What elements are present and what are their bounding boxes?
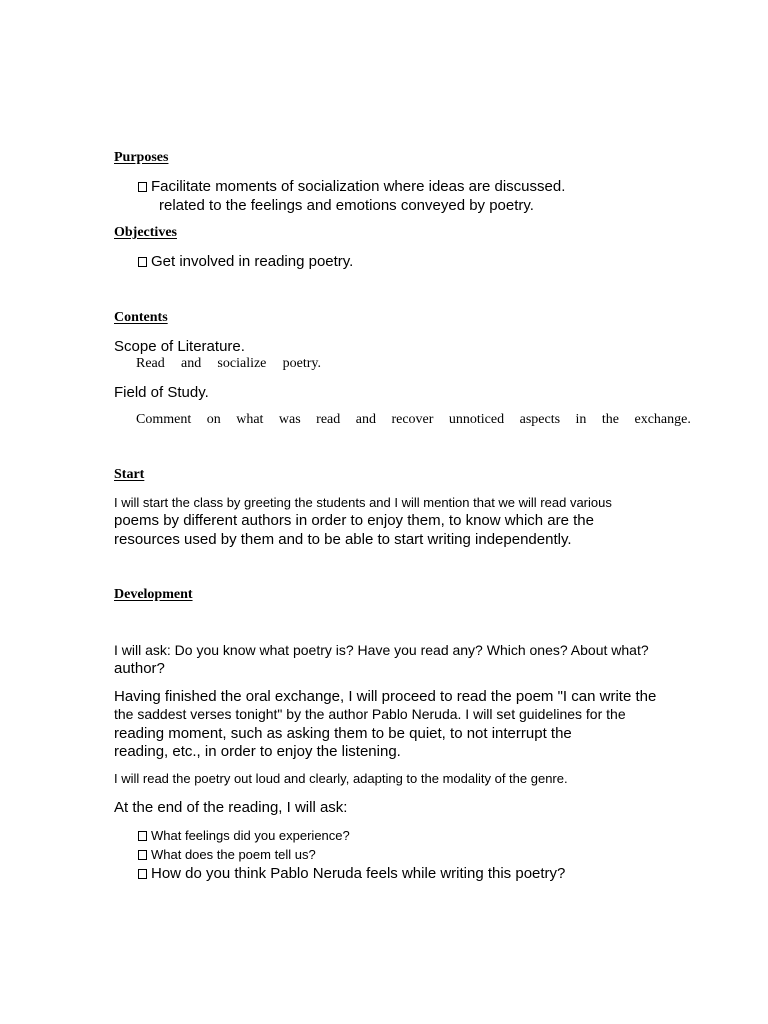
development-paragraph-line-2: the saddest verses tonight" by the author Pablo Neruda. I will set guidelines for the (114, 706, 626, 722)
checkbox-bullet-icon (138, 257, 147, 267)
field-word: the (601, 412, 620, 427)
field-label: Field of Study. (114, 384, 209, 401)
objectives-item: Get involved in reading poetry. (138, 253, 353, 270)
field-word: read (316, 412, 341, 427)
contents-heading: Contents (114, 310, 168, 325)
field-word: was (278, 412, 301, 427)
checkbox-bullet-icon (138, 869, 147, 879)
scope-word: poetry. (282, 356, 321, 371)
field-word: aspects (519, 412, 561, 427)
scope-word: and (180, 356, 202, 371)
development-paragraph-line-4: reading, etc., in order to enjoy the listening. (114, 743, 401, 760)
checkbox-bullet-icon (138, 831, 147, 841)
purposes-item-continuation: related to the feelings and emotions conveyed by poetry. (159, 197, 534, 214)
field-word: and (355, 412, 376, 427)
question-item: What feelings did you experience? (138, 828, 350, 843)
field-text (136, 412, 691, 428)
purposes-heading: Purposes (114, 150, 169, 165)
scope-word: Read (136, 356, 165, 371)
start-line-3: resources used by them and to be able to start writing independently. (114, 531, 572, 548)
field-word: what (236, 412, 264, 427)
question-item: What does the poem tell us? (138, 847, 316, 862)
field-word: in (575, 412, 587, 427)
development-heading: Development (114, 587, 193, 602)
development-question-line-2: author? (114, 660, 165, 677)
scope-word: socialize (217, 356, 267, 371)
field-word: unnoticed (448, 412, 505, 427)
development-end-intro: At the end of the reading, I will ask: (114, 799, 348, 816)
development-question-line-1: I will ask: Do you know what poetry is? Have you read any? Which ones? About what? (114, 642, 649, 658)
question-item: How do you think Pablo Neruda feels while writing this poetry? (138, 865, 565, 882)
field-word: recover (391, 412, 434, 427)
start-line-1: I will start the class by greeting the students and I will mention that we will read various (114, 495, 612, 510)
scope-label: Scope of Literature. (114, 338, 245, 355)
scope-text (136, 356, 321, 372)
field-word: on (206, 412, 221, 427)
development-paragraph-line-1: Having finished the oral exchange, I will proceed to read the poem "I can write the (114, 688, 657, 705)
development-read-aloud: I will read the poetry out loud and clearly, adapting to the modality of the genre. (114, 771, 568, 786)
development-paragraph-line-3: reading moment, such as asking them to be quiet, to not interrupt the (114, 725, 572, 742)
field-word: Comment (136, 412, 192, 427)
checkbox-bullet-icon (138, 850, 147, 860)
start-line-2: poems by different authors in order to enjoy them, to know which are the (114, 512, 594, 529)
checkbox-bullet-icon (138, 182, 147, 192)
objectives-heading: Objectives (114, 225, 177, 240)
start-heading: Start (114, 467, 145, 482)
purposes-item: Facilitate moments of socialization where ideas are discussed. (138, 178, 565, 195)
field-word: exchange. (634, 412, 691, 427)
